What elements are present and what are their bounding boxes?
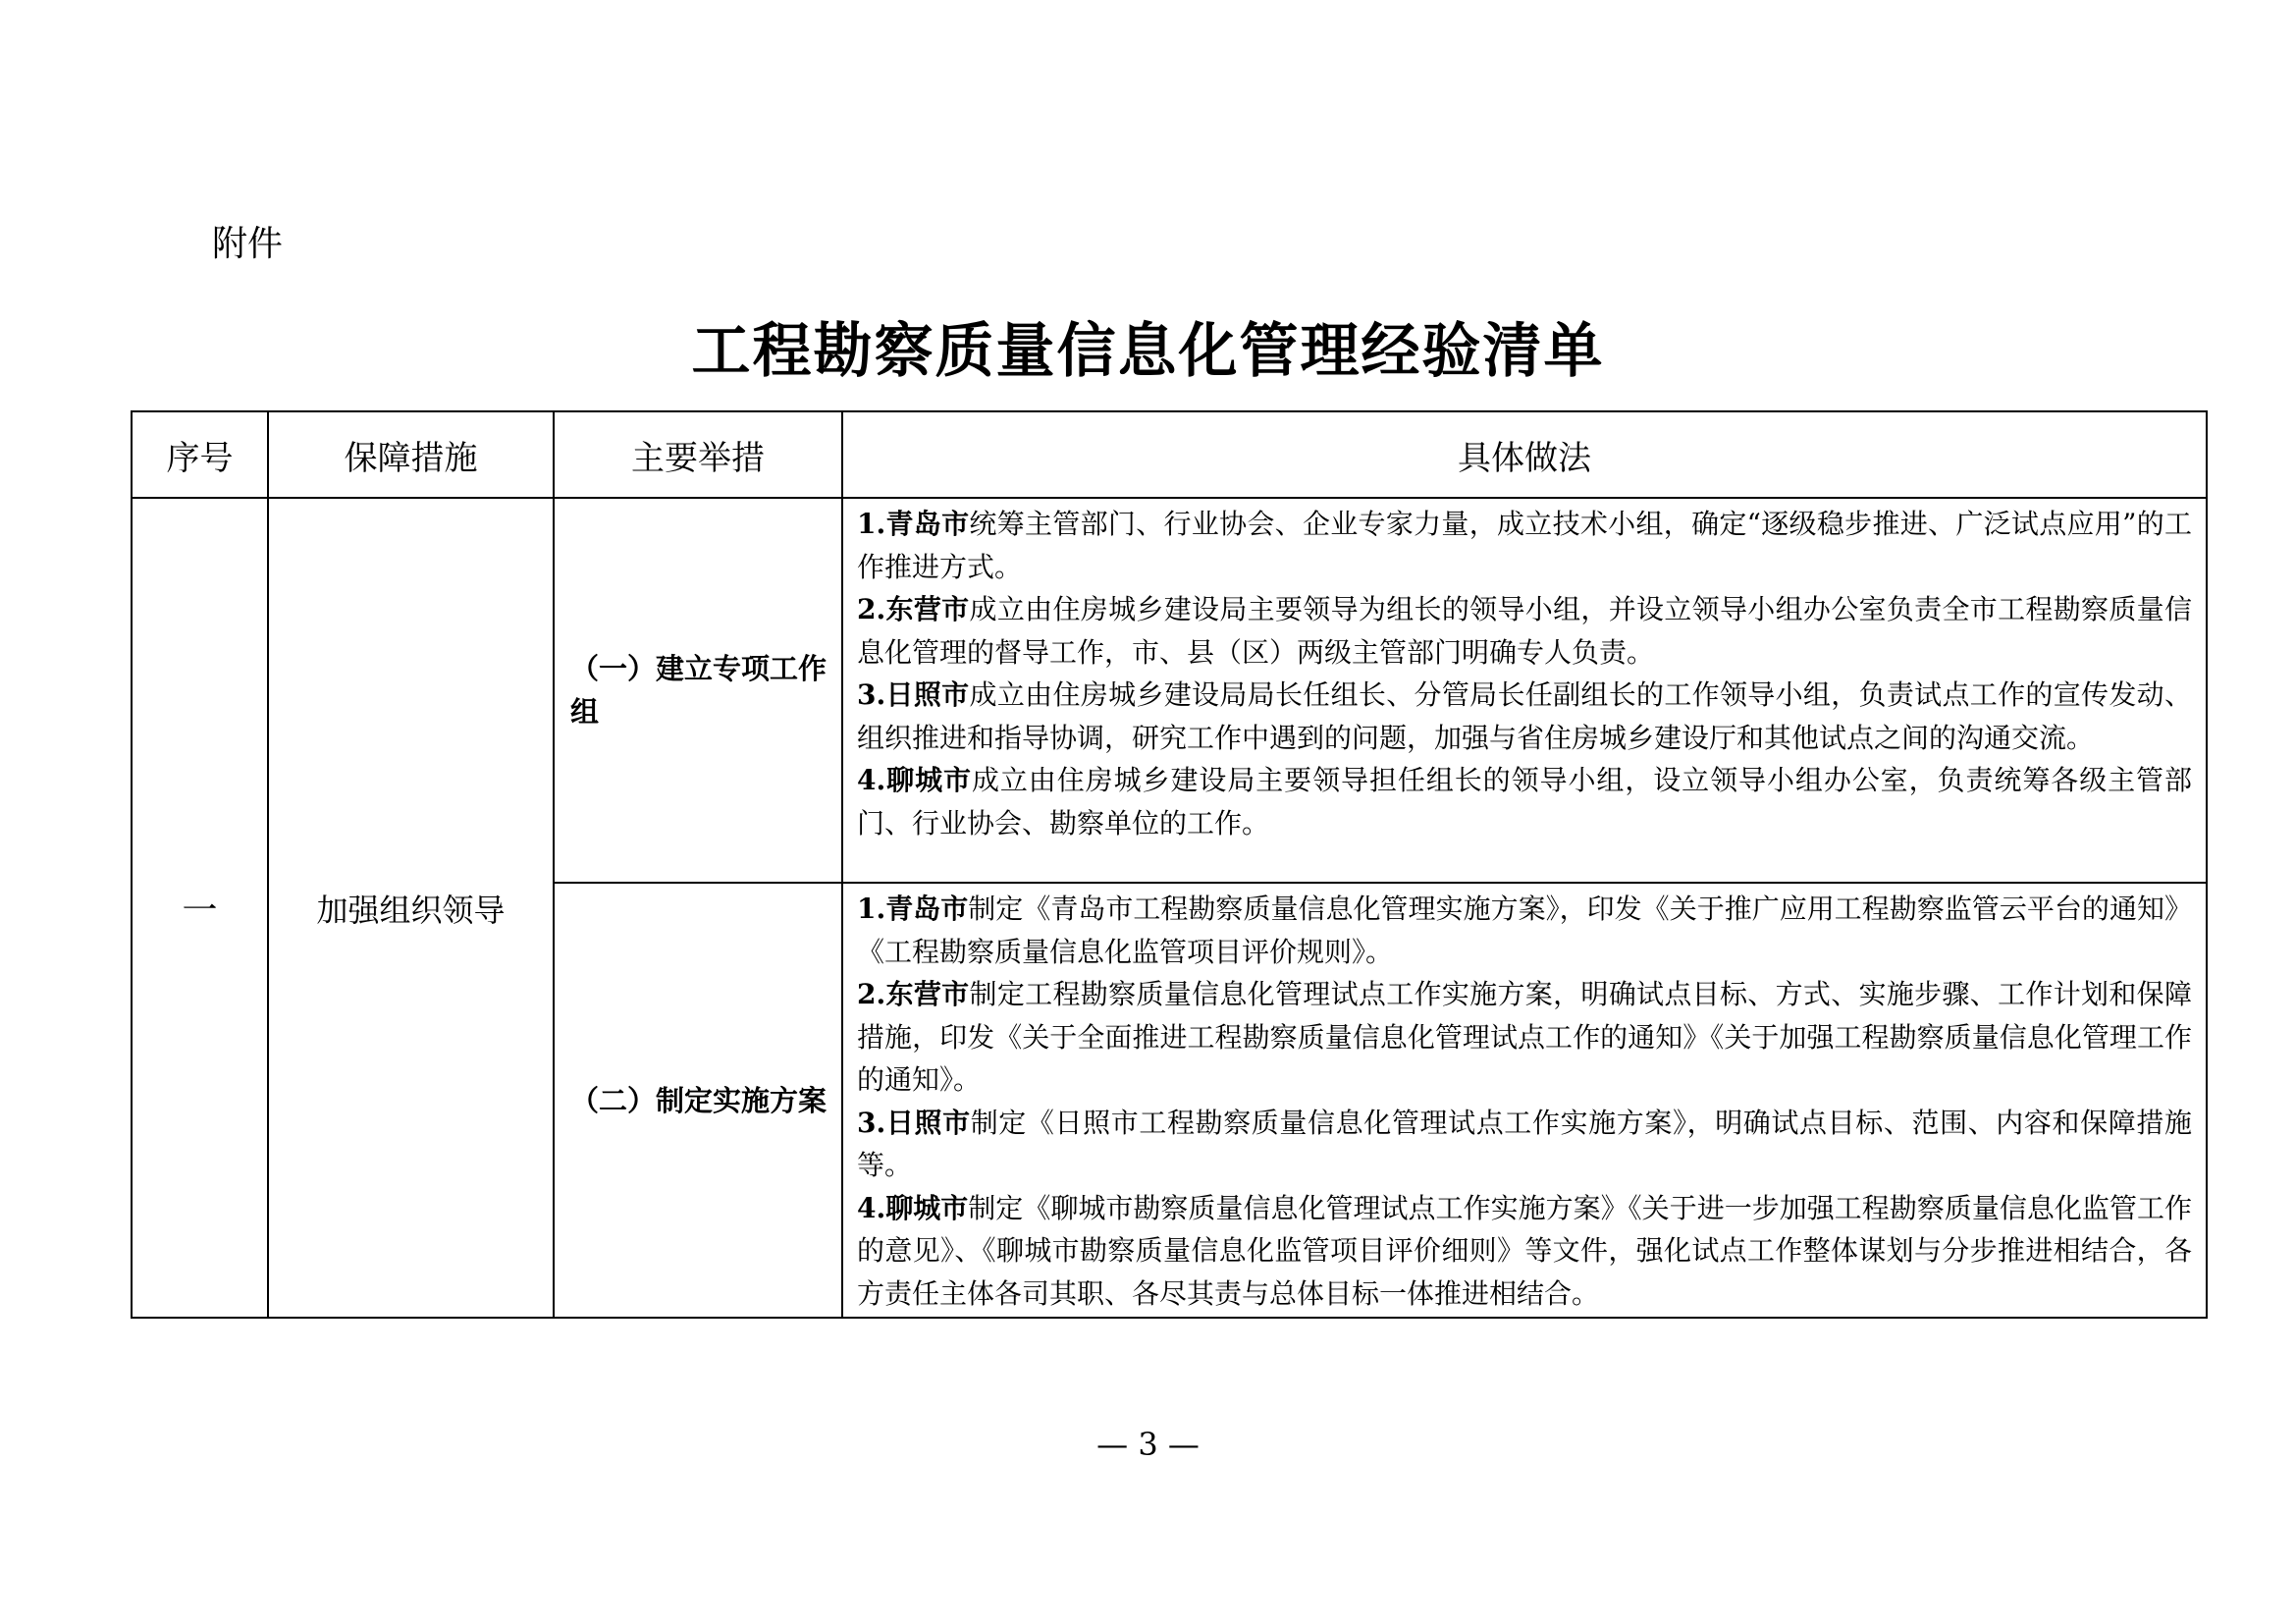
detail-item: 2.东营市制定工程勘察质量信息化管理试点工作实施方案，明确试点目标、方式、实施步骤、工作计划和保障措施，印发《关于全面推进工程勘察质量信息化管理试点工作的通知》《关于加强工程勘察质量信息化管理工作的通知》。 (857, 978, 2192, 1096)
city-name: 聊城市 (885, 764, 972, 796)
detail-item: 4.聊城市制定《聊城市勘察质量信息化管理试点工作实施方案》《关于进一步加强工程勘察质量信息化监管工作的意见》、《聊城市勘察质量信息化监管项目评价细则》等文件，强化试点工作整体谋划与分步推进相结合，各方责任主体各司其职、各尽其责与总体目标一体推进相结合。 (857, 1191, 2192, 1310)
document-title: 工程勘察质量信息化管理经验清单 (691, 317, 1605, 386)
city-name: 东营市 (885, 978, 970, 1010)
page-number: — 3 — (1096, 1426, 1200, 1463)
city-name: 日照市 (885, 678, 970, 711)
header-detail: 具体做法 (842, 411, 2207, 498)
city-name: 日照市 (885, 1106, 971, 1139)
detail-item: 4.聊城市成立由住房城乡建设局主要领导担任组长的领导小组，设立领导小组办公室，负责统筹各级主管部门、行业协会、勘察单位的工作。 (857, 764, 2192, 839)
city-name: 青岛市 (885, 508, 970, 540)
detail-cell-2 (842, 883, 2207, 1318)
table-header-row (132, 411, 2207, 498)
detail-item: 3.日照市成立由住房城乡建设局局长任组长、分管局长任副组长的工作领导小组，负责试点工作的宣传发动、组织推进和指导协调，研究工作中遇到的问题，加强与省住房城乡建设厅和其他试点之间的沟通交流。 (857, 678, 2192, 754)
attachment-label: 附件 (212, 224, 284, 264)
seq-cell: 一 (132, 498, 268, 1318)
experience-table (131, 410, 2208, 1319)
action-cell-1: （一）建立专项工作组 (554, 498, 842, 883)
detail-cell-1 (842, 498, 2207, 883)
detail-item: 1.青岛市统筹主管部门、行业协会、企业专家力量，成立技术小组，确定“逐级稳步推进、广泛试点应用”的工作推进方式。 (857, 508, 2192, 583)
detail-item: 1.青岛市制定《青岛市工程勘察质量信息化管理实施方案》，印发《关于推广应用工程勘察监管云平台的通知》《工程勘察质量信息化监管项目评价规则》。 (857, 893, 2192, 968)
header-seq: 序号 (132, 411, 268, 498)
detail-item: 2.东营市成立由住房城乡建设局主要领导为组长的领导小组，并设立领导小组办公室负责全市工程勘察质量信息化管理的督导工作，市、县（区）两级主管部门明确专人负责。 (857, 593, 2192, 669)
header-measure: 保障措施 (268, 411, 554, 498)
table-row (132, 498, 2207, 883)
header-action: 主要举措 (554, 411, 842, 498)
city-name: 青岛市 (885, 893, 969, 925)
city-name: 东营市 (885, 593, 970, 625)
measure-cell: 加强组织领导 (268, 498, 554, 1318)
detail-item: 3.日照市制定《日照市工程勘察质量信息化管理试点工作实施方案》，明确试点目标、范围、内容和保障措施等。 (857, 1106, 2192, 1181)
action-cell-2: （二）制定实施方案 (554, 883, 842, 1318)
city-name: 聊城市 (885, 1191, 969, 1224)
